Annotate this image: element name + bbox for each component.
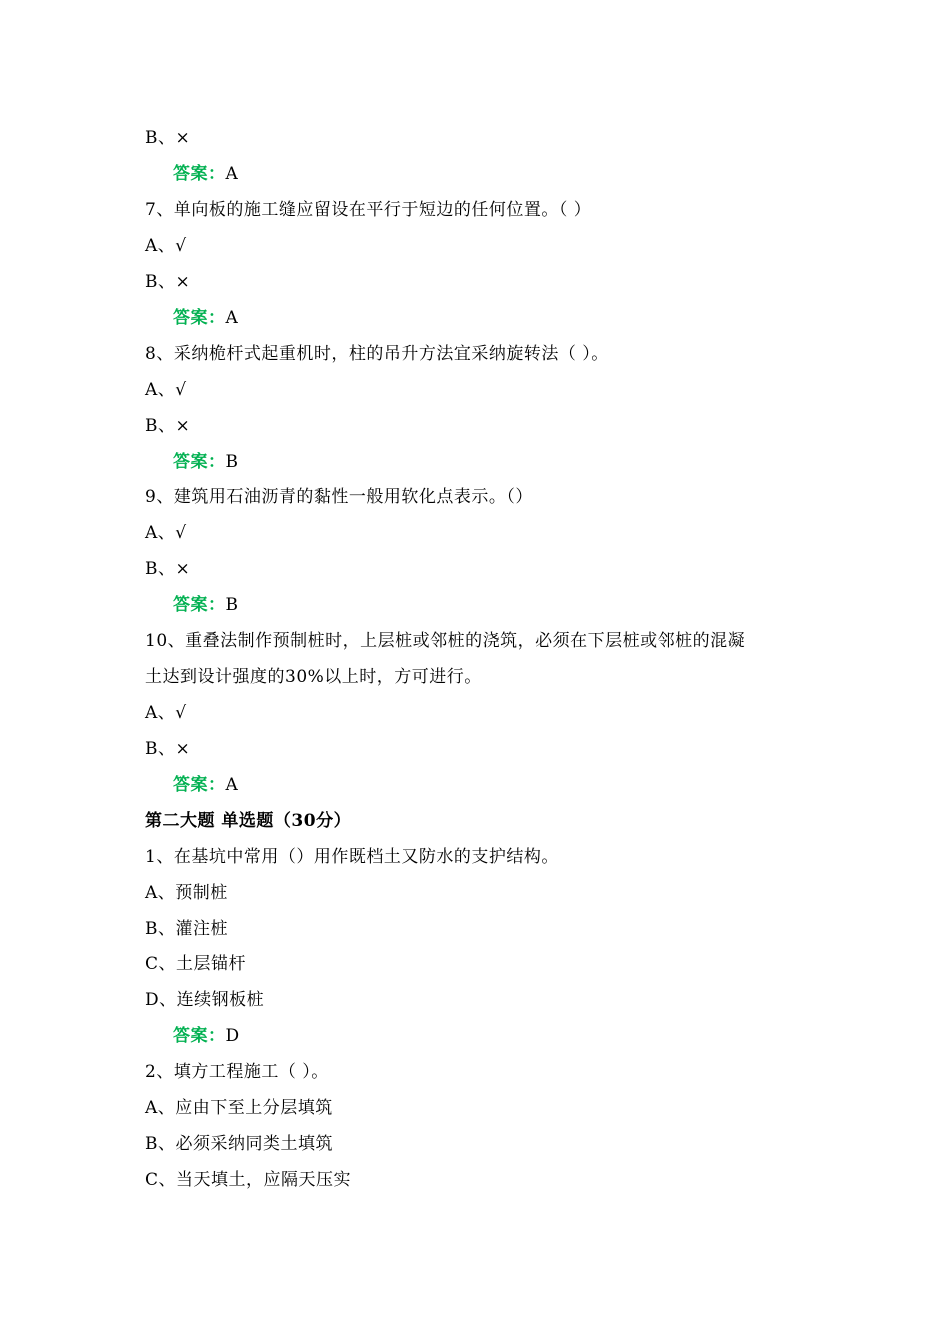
answer-label: 答案： <box>173 308 226 328</box>
question-text: 7、单向板的施工缝应留设在平行于短边的任何位置。（ ） <box>145 200 592 220</box>
answer-value: A <box>225 775 239 795</box>
question-text: 10、重叠法制作预制桩时，上层桩或邻桩的浇筑，必须在下层桩或邻桩的混凝 <box>145 631 746 651</box>
option-text: B、× <box>145 272 191 292</box>
option-text: B、× <box>145 128 191 148</box>
answer-line <box>173 306 238 330</box>
option-text: A、预制桩 <box>145 883 228 903</box>
option-text: B、× <box>145 559 191 579</box>
answer-value: A <box>225 164 239 184</box>
option-text: B、灌注桩 <box>145 919 228 939</box>
answer-value: B <box>225 452 239 472</box>
option-text: D、连续钢板桩 <box>145 990 265 1010</box>
answer-line <box>173 162 238 186</box>
answer-label: 答案： <box>173 452 226 472</box>
answer-value: D <box>225 1026 240 1046</box>
option-text: A、应由下至上分层填筑 <box>145 1098 333 1118</box>
question-text: 8、采纳桅杆式起重机时，柱的吊升方法宜采纳旋转法（ ）。 <box>145 344 609 364</box>
answer-label: 答案： <box>173 164 226 184</box>
option-text: C、当天填土，应隔天压实 <box>145 1170 352 1190</box>
option-text: C、土层锚杆 <box>145 954 247 974</box>
option-text: A、√ <box>145 380 187 400</box>
question-text: 2、填方工程施工（ ）。 <box>145 1062 329 1082</box>
question-text: 9、建筑用石油沥青的黏性一般用软化点表示。（） <box>145 487 533 507</box>
answer-line <box>173 773 238 797</box>
answer-line <box>173 1024 240 1048</box>
answer-value: B <box>225 595 239 615</box>
answer-line <box>173 593 239 617</box>
option-text: B、× <box>145 739 191 759</box>
answer-value: A <box>225 308 239 328</box>
option-text: A、√ <box>145 703 187 723</box>
answer-line <box>173 450 239 474</box>
option-text: B、× <box>145 416 191 436</box>
option-text: A、√ <box>145 236 187 256</box>
answer-label: 答案： <box>173 595 226 615</box>
section-heading: 第二大题 单选题（30分） <box>145 811 352 831</box>
question-text: 土达到设计强度的30%以上时，方可进行。 <box>145 667 482 687</box>
question-text: 1、在基坑中常用（）用作既档土又防水的支护结构。 <box>145 847 559 867</box>
option-text: B、必须采纳同类土填筑 <box>145 1134 333 1154</box>
answer-label: 答案： <box>173 1026 226 1046</box>
option-text: A、√ <box>145 523 187 543</box>
answer-label: 答案： <box>173 775 226 795</box>
